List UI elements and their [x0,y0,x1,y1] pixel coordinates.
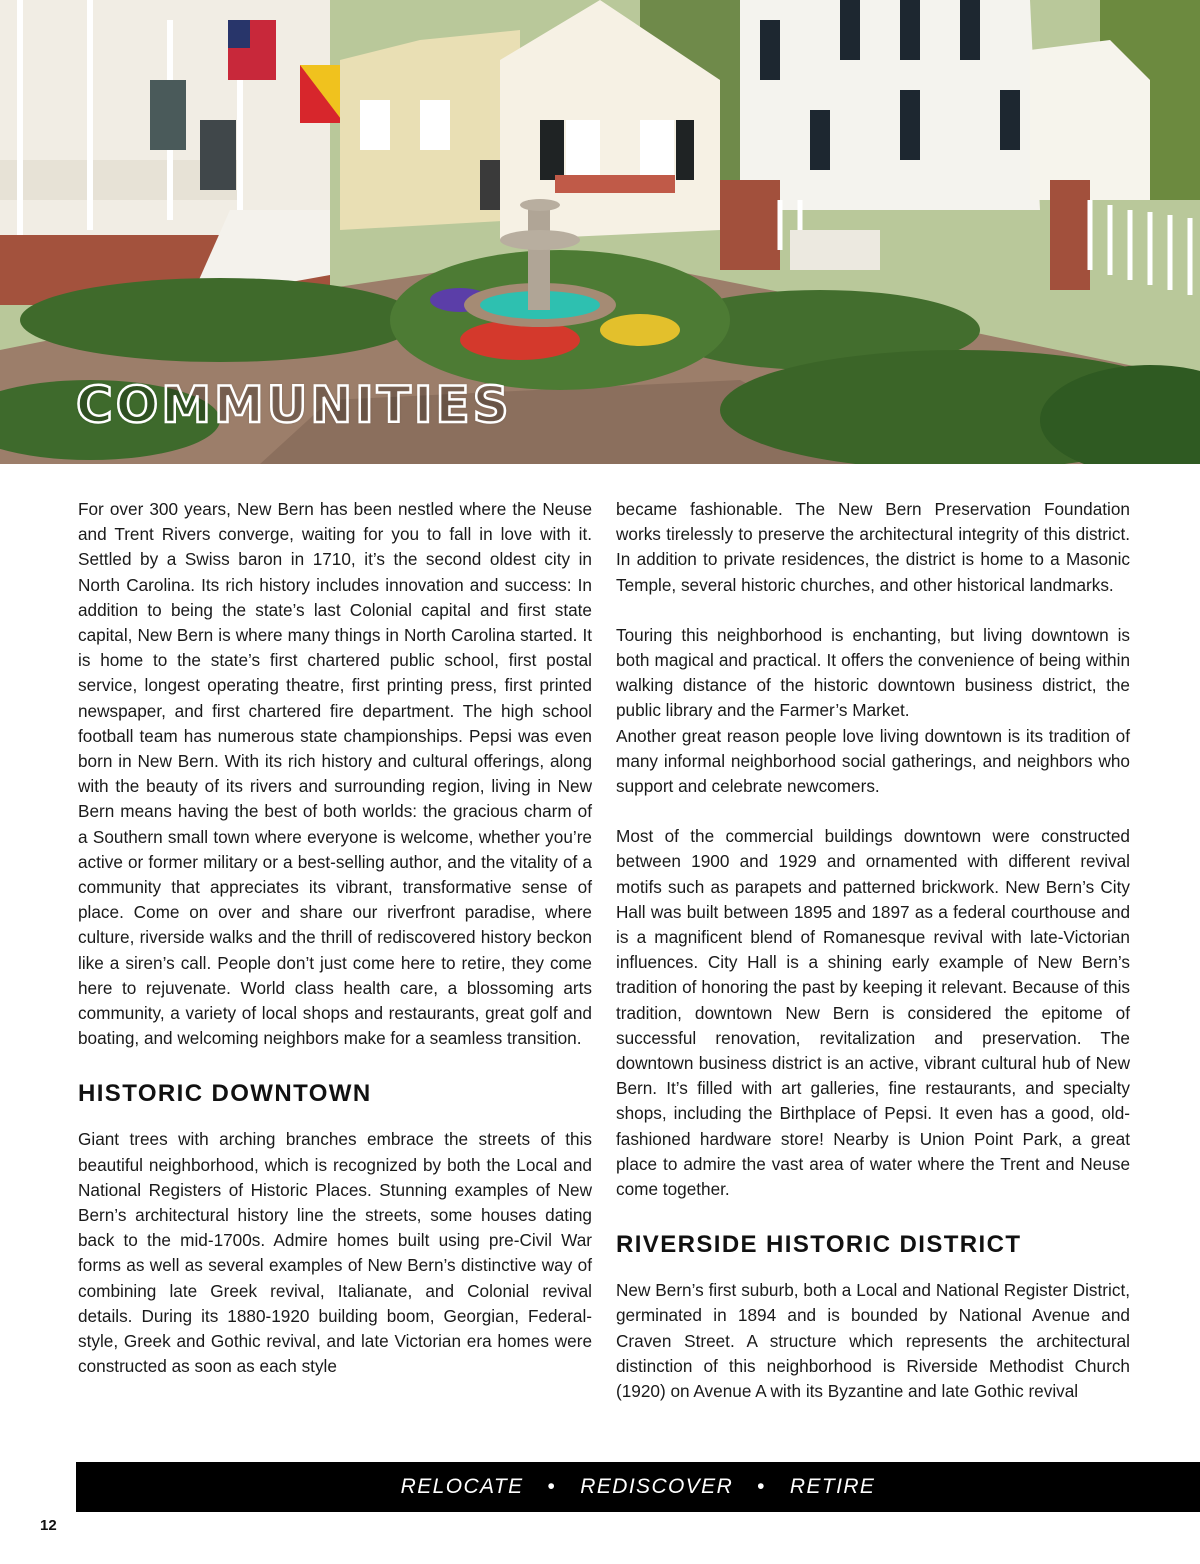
historic-downtown-heading: HISTORIC DOWNTOWN [78,1080,372,1108]
tagline-retire: RETIRE [789,1475,876,1498]
tagline-rediscover: REDISCOVER [580,1475,734,1498]
continuation-paragraph: became fashionable. The New Bern Preservation Foundation works tirelessly to preserve the architectural integrity of this district. In addition to private residences, the district is home to a Masonic Temple, several historic churches, and other historical landmarks. [616,499,1130,595]
touring-paragraph: Touring this neighborhood is enchanting, but living downtown is both magical and practical. It offers the convenience of being within walking distance of the historic downtown business district, the public library and the Farmer’s Market. [616,624,1130,721]
tagline-separator: • [757,1475,766,1498]
intro-paragraph: For over 300 years, New Bern has been nestled where the Neuse and Trent Rivers converge, waiting for you to fall in love with it. Settled by a Swiss baron in 1710, it’s the second oldest city in North Carolina. Its rich history includes innovation and success: In addition to being the state’s last Colonial capital and first state capital, New Bern is where many things in North Carolina started. It is home to the state’s first chartered public school, first postal service, longest operating theatre, first printing press, first printed newspaper, and first chartered fire department. The high school football team has numerous state championships. Pepsi was even born in New Bern. With its rich history and cultural offerings, along with the beauty of its rivers and surrounding region, living in New Bern means having the best of both worlds: the gracious charm of a Southern small town where everyone is welcome, whether you’re active or former military or a best-selling author, and the vitality of a community that appreciates its vibrant, transformative sense of place. Come on over and share our riverfront paradise, where culture, riverside walks and the thrill of rediscovered history beckon like a siren’s call. People don’t just come here to retire, they come here to rejuvenate. World class health care, a blossoming arts community, a variety of local shops and restaurants, great golf and boating, and welcoming neighbors make for a seamless transition. [78,499,592,1049]
commercial-buildings-paragraph: Most of the commercial buildings downtown were constructed between 1900 and 1929 and ornamented with different revival motifs such as parapets and patterned brickwork. New Bern’s City Hall was built between 1895 and 1897 as a federal courthouse and is a magnificent blend of Romanesque revival with late-Victorian influences. City Hall is a shining early example of New Bern’s tradition of honoring the past by keeping it relevant. Because of this tradition, downtown New Bern is considered the epitome of successful renovation, revitalization and preservation. The downtown business district is an active, vibrant cultural hub of New Bern. It’s filled with art galleries, fine restaurants, and specialty shops, including the Birthplace of Pepsi. It even has a good, old-fashioned hardware store! Nearby is Union Point Park, a great place to admire the vast area of water where the Trent and Neuse come together. [616,826,1130,1200]
footer-tagline-bar [76,1462,1200,1512]
gatherings-paragraph: Another great reason people love living downtown is its tradition of many informal neighborhood social gatherings, and neighbors who support and celebrate newcomers. [616,725,1130,797]
page-number: 12 [40,1517,57,1534]
riverside-district-heading: RIVERSIDE HISTORIC DISTRICT [616,1231,1022,1259]
hero-photo [0,0,1200,464]
tagline-separator: • [547,1475,557,1498]
historic-downtown-paragraph: Giant trees with arching branches embrace the streets of this beautiful neighborhood, which is recognized by both the Local and National Registers of Historic Places. Stunning examples of New Bern’s architectural history line the streets, some houses dating back to the mid-1700s. Admire homes built using pre-Civil War forms as well as several examples of New Bern’s distinctive way of combining late Greek revival, Italianate, and Colonial revival details. During its 1880-1920 building boom, Georgian, Federal-style, Greek and Gothic revival, and late Victorian era homes were constructed as soon as each style [78,1129,592,1377]
riverside-district-paragraph: New Bern’s first suburb, both a Local and National Register District, germinated in 1894 and is bounded by National Avenue and Craven Street. A structure which represents the architectural distinction of this neighborhood is Riverside Methodist Church (1920) on Avenue A with its Byzantine and late Gothic revival [616,1280,1130,1402]
left-column [78,497,592,1380]
page-title: COMMUNITIES [76,376,512,434]
right-column [616,497,1130,1404]
tagline-relocate: RELOCATE [400,1475,524,1498]
